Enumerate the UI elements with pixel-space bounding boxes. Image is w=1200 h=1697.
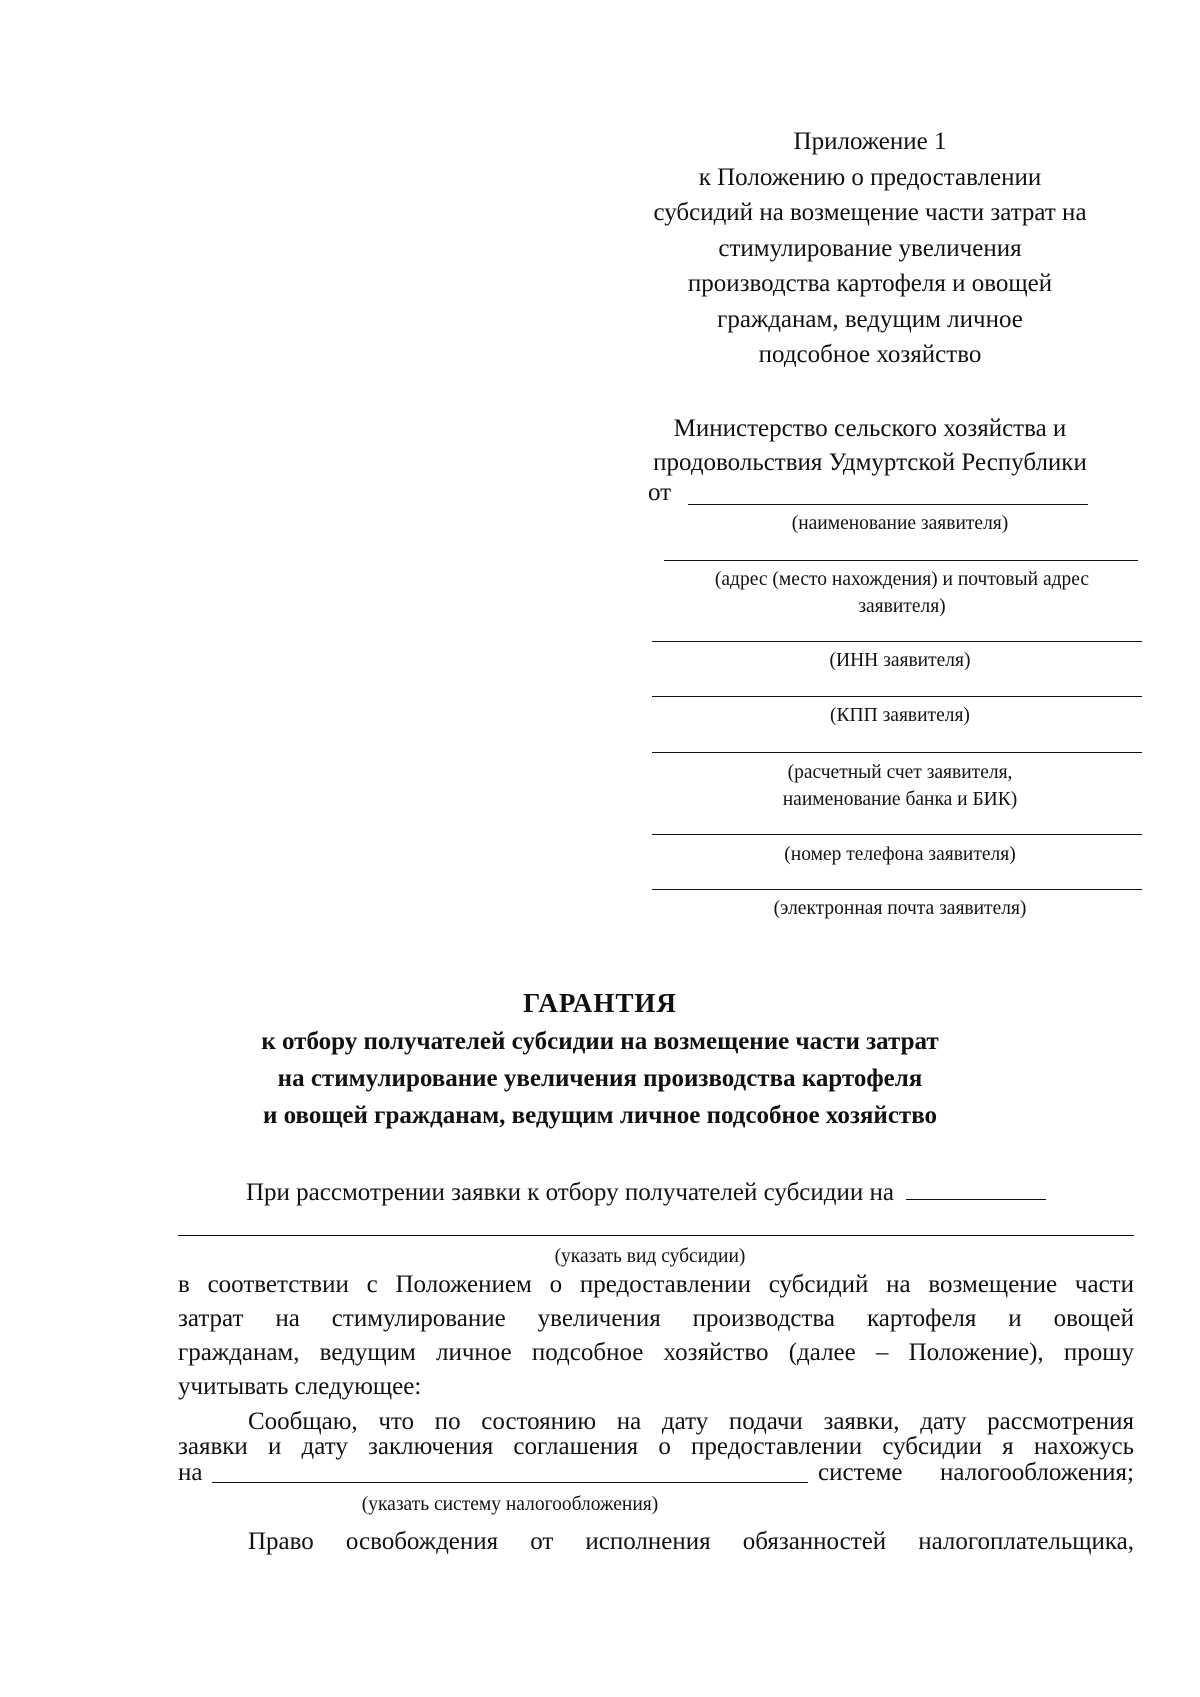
subsidy-type-field-start[interactable] [906, 1175, 1046, 1200]
paragraph-word: на [178, 1459, 203, 1486]
caption-tax-system: (указать систему налогообложения) [361, 1494, 659, 1515]
paragraph-text: системе налогообложения; [818, 1459, 1134, 1486]
caption-address-2: заявителя) [858, 596, 946, 617]
caption-account-1: (расчетный счет заявителя, [787, 762, 1013, 783]
appendix-line: к Положению о предоставлении [698, 163, 1042, 191]
title-line: и овощей гражданам, ведущим личное подсобное хозяйство [262, 1102, 938, 1129]
caption-address-1: (адрес (место нахождения) и почтовый адрес [714, 569, 1090, 590]
title-line: на стимулирование увеличения производства картофеля [277, 1065, 923, 1092]
paragraph-line: гражданам, ведущим личное подсобное хозяйство (далее – Положение), прошу [178, 1339, 1134, 1366]
paragraph-line: учитывать следующее: [178, 1373, 422, 1400]
document-title [150, 983, 1050, 1134]
caption-account-2: наименование банка и БИК) [782, 789, 1018, 810]
caption-applicant-name: (наименование заявителя) [791, 513, 1009, 534]
appendix-line: производства картофеля и овощей [687, 270, 1053, 297]
addressee-block [620, 412, 1120, 480]
appendix-line: стимулирование увеличения [718, 234, 1022, 262]
appendix-header [620, 124, 1120, 373]
caption-inn: (ИНН заявителя) [829, 650, 971, 671]
title-line: к отбору получателей субсидии на возмещение части затрат [261, 1028, 939, 1055]
addressee-line: Министерство сельского хозяйства и [673, 415, 1067, 442]
addressee-line: продовольствия Удмуртской Республики [653, 449, 1087, 476]
applicant-account-field[interactable] [652, 752, 1142, 753]
from-row [648, 476, 1128, 510]
applicant-address-field[interactable] [664, 560, 1138, 561]
caption-email: (электронная почта заявителя) [773, 898, 1027, 919]
tax-system-row [178, 1456, 1134, 1490]
appendix-line: гражданам, ведущим личное [717, 305, 1023, 333]
applicant-phone-field[interactable] [652, 834, 1142, 835]
paragraph-line: затрат на стимулирование увеличения производства картофеля и овощей [178, 1305, 1134, 1332]
tax-system-field[interactable] [212, 1482, 808, 1483]
paragraph-1-start [246, 1175, 1146, 1210]
paragraph-line: в соответствии с Положением о предоставлении субсидий на возмещение части [178, 1271, 1134, 1298]
caption-phone: (номер телефона заявителя) [784, 844, 1016, 865]
paragraph-line: Право освобождения от исполнения обязанностей налогоплательщика, [248, 1528, 1134, 1555]
title-heading: ГАРАНТИЯ [523, 988, 677, 1018]
caption-subsidy-type: (указать вид субсидии) [554, 1246, 746, 1267]
from-word: от [648, 479, 672, 506]
applicant-inn-field[interactable] [652, 641, 1142, 642]
paragraph-line: Сообщаю, что по состоянию на дату подачи заявки, дату рассмотрения [248, 1408, 1134, 1435]
paragraph-line: заявки и дату заключения соглашения о предоставлении субсидии я нахожусь [178, 1433, 1134, 1460]
appendix-line: Приложение 1 [793, 128, 947, 155]
applicant-email-field[interactable] [652, 889, 1142, 890]
paragraph-text: При рассмотрении заявки к отбору получателей субсидии на [246, 1179, 894, 1206]
appendix-line: подсобное хозяйство [758, 341, 982, 368]
subsidy-type-field[interactable] [178, 1235, 1134, 1236]
appendix-line: субсидий на возмещение части затрат на [653, 199, 1087, 226]
caption-kpp: (КПП заявителя) [830, 705, 970, 726]
applicant-name-field[interactable] [688, 504, 1088, 505]
applicant-kpp-field[interactable] [652, 696, 1142, 697]
